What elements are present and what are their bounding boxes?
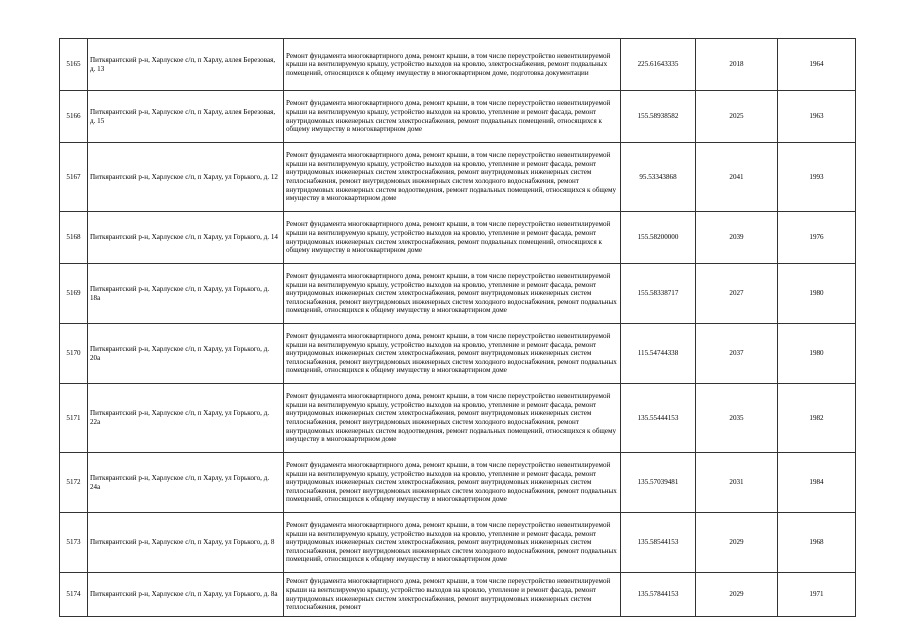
works-cell [284, 212, 621, 264]
table-row [60, 212, 856, 264]
row-number: 5167 [60, 143, 88, 212]
built-year-cell: 1964 [778, 39, 856, 91]
row-number: 5165 [60, 39, 88, 91]
works-text: Ремонт фундамента многоквартирного дома, ремонт крыши, в том числе переустройство невентилируемой крыши на вентилируемую крышу, устройство выходов на кровлю, утепление и ремонт фасада, ремонт внутридомовых инженерных систем электроснабжения, ремонт подвальных помещений, относящихся к общему имуществу в многоквартирном доме [286, 220, 611, 255]
row-number: 5172 [60, 453, 88, 513]
area-cell: 155.58200000 [621, 212, 696, 264]
works-cell [284, 513, 621, 573]
area-cell: 135.58544153 [621, 513, 696, 573]
table-row [60, 264, 856, 324]
table-row [60, 513, 856, 573]
works-cell [284, 39, 621, 91]
row-number: 5168 [60, 212, 88, 264]
works-cell [284, 264, 621, 324]
row-number: 5170 [60, 324, 88, 384]
planned-year-cell: 2035 [696, 384, 778, 453]
address-cell: Питкярантский р-н, Харлуское с/п, п Харлу, ул Горького, д. 14 [88, 212, 284, 264]
area-cell: 115.54744338 [621, 324, 696, 384]
works-cell [284, 143, 621, 212]
built-year-cell: 1971 [778, 573, 856, 617]
built-year-cell: 1982 [778, 384, 856, 453]
address-cell: Питкярантский р-н, Харлуское с/п, п Харлу, ул Горького, д. 24а [88, 453, 284, 513]
planned-year-cell: 2039 [696, 212, 778, 264]
works-text: Ремонт фундамента многоквартирного дома, ремонт крыши, в том числе переустройство невентилируемой крыши на вентилируемую крышу, устройство выходов на кровлю, утепление и ремонт фасада, ремонт внутридомовых инженерных систем электроснабжения, ремонт внутридомовых инженерных систем теплоснабжения, ремонт внутридомовых инженерных систем холодного водоснабжения, ремонт подвальных помещений, относящихся к общему имуществу в многоквартирном доме [286, 461, 617, 504]
built-year-cell: 1968 [778, 513, 856, 573]
planned-year-cell: 2029 [696, 573, 778, 617]
address-cell: Питкярантский р-н, Харлуское с/п, п Харлу, ул Горького, д. 20а [88, 324, 284, 384]
table-row [60, 143, 856, 212]
area-cell: 135.57039481 [621, 453, 696, 513]
area-cell: 155.58338717 [621, 264, 696, 324]
area-cell: 135.55444153 [621, 384, 696, 453]
planned-year-cell: 2029 [696, 513, 778, 573]
area-cell: 95.53343868 [621, 143, 696, 212]
planned-year-cell: 2027 [696, 264, 778, 324]
table-row [60, 39, 856, 91]
planned-year-cell: 2031 [696, 453, 778, 513]
address-cell: Питкярантский р-н, Харлуское с/п, п Харлу, ул Горького, д. 18а [88, 264, 284, 324]
area-cell: 225.61643335 [621, 39, 696, 91]
table-row [60, 91, 856, 143]
works-text: Ремонт фундамента многоквартирного дома, ремонт крыши, в том числе переустройство невентилируемой крыши на вентилируемую крышу, устройство выходов на кровлю, утепление и ремонт фасада, ремонт внутридомовых инженерных систем электроснабжения, ремонт внутридомовых инженерных систем теплоснабжения, ремонт внутридомовых инженерных систем холодного водоснабжения, ремонт подвальных помещений, относящихся к общему имуществу в многоквартирном доме [286, 272, 617, 315]
table-row [60, 324, 856, 384]
table-row [60, 573, 856, 617]
planned-year-cell: 2025 [696, 91, 778, 143]
works-cell [284, 324, 621, 384]
row-number: 5169 [60, 264, 88, 324]
table-row [60, 384, 856, 453]
registry-table [59, 38, 856, 617]
planned-year-cell: 2018 [696, 39, 778, 91]
works-text: Ремонт фундамента многоквартирного дома, ремонт крыши, в том числе переустройство невентилируемой крыши на вентилируемую крышу, устройство выходов на кровлю, утепление и ремонт фасада, ремонт внутридомовых инженерных систем электроснабжения, ремонт внутридомовых инженерных систем теплоснабжения, ремонт внутридомовых инженерных систем холодного водоснабжения, ремонт внутридомовых инженерных систем водоотведения, ремонт подвальных помещений, относящихся к общему имуществу в многоквартирном доме [286, 151, 617, 203]
address-cell: Питкярантский р-н, Харлуское с/п, п Харлу, аллея Березовая, д. 13 [88, 39, 284, 91]
works-text: Ремонт фундамента многоквартирного дома, ремонт крыши, в том числе переустройство невентилируемой крыши на вентилируемую крышу, устройство выходов на кровлю, утепление и ремонт фасада, ремонт внутридомовых инженерных систем электроснабжения, ремонт внутридомовых инженерных систем теплоснабжения, ремонт внутридомовых инженерных систем холодного водоснабжения, ремонт подвальных помещений, относящихся к общему имуществу в многоквартирном доме [286, 332, 617, 375]
works-cell [284, 91, 621, 143]
address-cell: Питкярантский р-н, Харлуское с/п, п Харлу, ул Горького, д. 22а [88, 384, 284, 453]
table-row [60, 453, 856, 513]
works-text: Ремонт фундамента многоквартирного дома, ремонт крыши, в том числе переустройство невентилируемой крыши на вентилируемую крышу, устройство выходов на кровлю, утепление и ремонт фасада, ремонт внутридомовых инженерных систем электроснабжения, ремонт подвальных помещений, относящихся к общему имуществу в многоквартирном доме [286, 99, 611, 134]
works-cell [284, 573, 621, 617]
address-cell: Питкярантский р-н, Харлуское с/п, п Харлу, ул Горького, д. 12 [88, 143, 284, 212]
built-year-cell: 1993 [778, 143, 856, 212]
address-cell: Питкярантский р-н, Харлуское с/п, п Харлу, ул Горького, д. 8а [88, 573, 284, 617]
address-cell: Питкярантский р-н, Харлуское с/п, п Харлу, аллея Березовая, д. 15 [88, 91, 284, 143]
built-year-cell: 1984 [778, 453, 856, 513]
area-cell: 155.58938582 [621, 91, 696, 143]
works-cell [284, 384, 621, 453]
planned-year-cell: 2041 [696, 143, 778, 212]
planned-year-cell: 2037 [696, 324, 778, 384]
built-year-cell: 1980 [778, 264, 856, 324]
registry-table-body [60, 39, 856, 617]
row-number: 5171 [60, 384, 88, 453]
built-year-cell: 1963 [778, 91, 856, 143]
works-text: Ремонт фундамента многоквартирного дома, ремонт крыши, в том числе переустройство невентилируемой крыши на вентилируемую крышу, устройство выходов на кровлю, утепление и ремонт фасада, ремонт внутридомовых инженерных систем электроснабжения, ремонт внутридомовых инженерных систем теплоснабжения, ремонт внутридомовых инженерных систем холодного водоснабжения, ремонт внутридомовых инженерных систем водоотведения, ремонт подвальных помещений, относящихся к общему имуществу в многоквартирном доме [286, 392, 617, 444]
works-text: Ремонт фундамента многоквартирного дома, ремонт крыши, в том числе переустройство невентилируемой крыши на вентилируемую крышу, устройство выходов на кровлю, утепление и ремонт фасада, ремонт внутридомовых инженерных систем электроснабжения, ремонт внутридомовых инженерных систем теплоснабжения, ремонт [286, 577, 611, 612]
works-cell [284, 453, 621, 513]
built-year-cell: 1980 [778, 324, 856, 384]
row-number: 5166 [60, 91, 88, 143]
row-number: 5174 [60, 573, 88, 617]
area-cell: 135.57844153 [621, 573, 696, 617]
works-text: Ремонт фундамента многоквартирного дома, ремонт крыши, в том числе переустройство невентилируемой крыши на вентилируемую крышу, устройство выходов на кровлю, утепление и ремонт фасада, ремонт внутридомовых инженерных систем электроснабжения, ремонт внутридомовых инженерных систем теплоснабжения, ремонт внутридомовых инженерных систем холодного водоснабжения, ремонт подвальных помещений, относящихся к общему имуществу в многоквартирном доме [286, 521, 617, 564]
row-number: 5173 [60, 513, 88, 573]
address-cell: Питкярантский р-н, Харлуское с/п, п Харлу, ул Горького, д. 8 [88, 513, 284, 573]
works-text: Ремонт фундамента многоквартирного дома, ремонт крыши, в том числе переустройство невентилируемой крыши на вентилируемую крышу, устройство выходов на кровлю, электроснабжения, ремонт подвальных помещений, относящихся к общему имуществу в многоквартирном доме, подготовка документации [286, 51, 611, 77]
built-year-cell: 1976 [778, 212, 856, 264]
